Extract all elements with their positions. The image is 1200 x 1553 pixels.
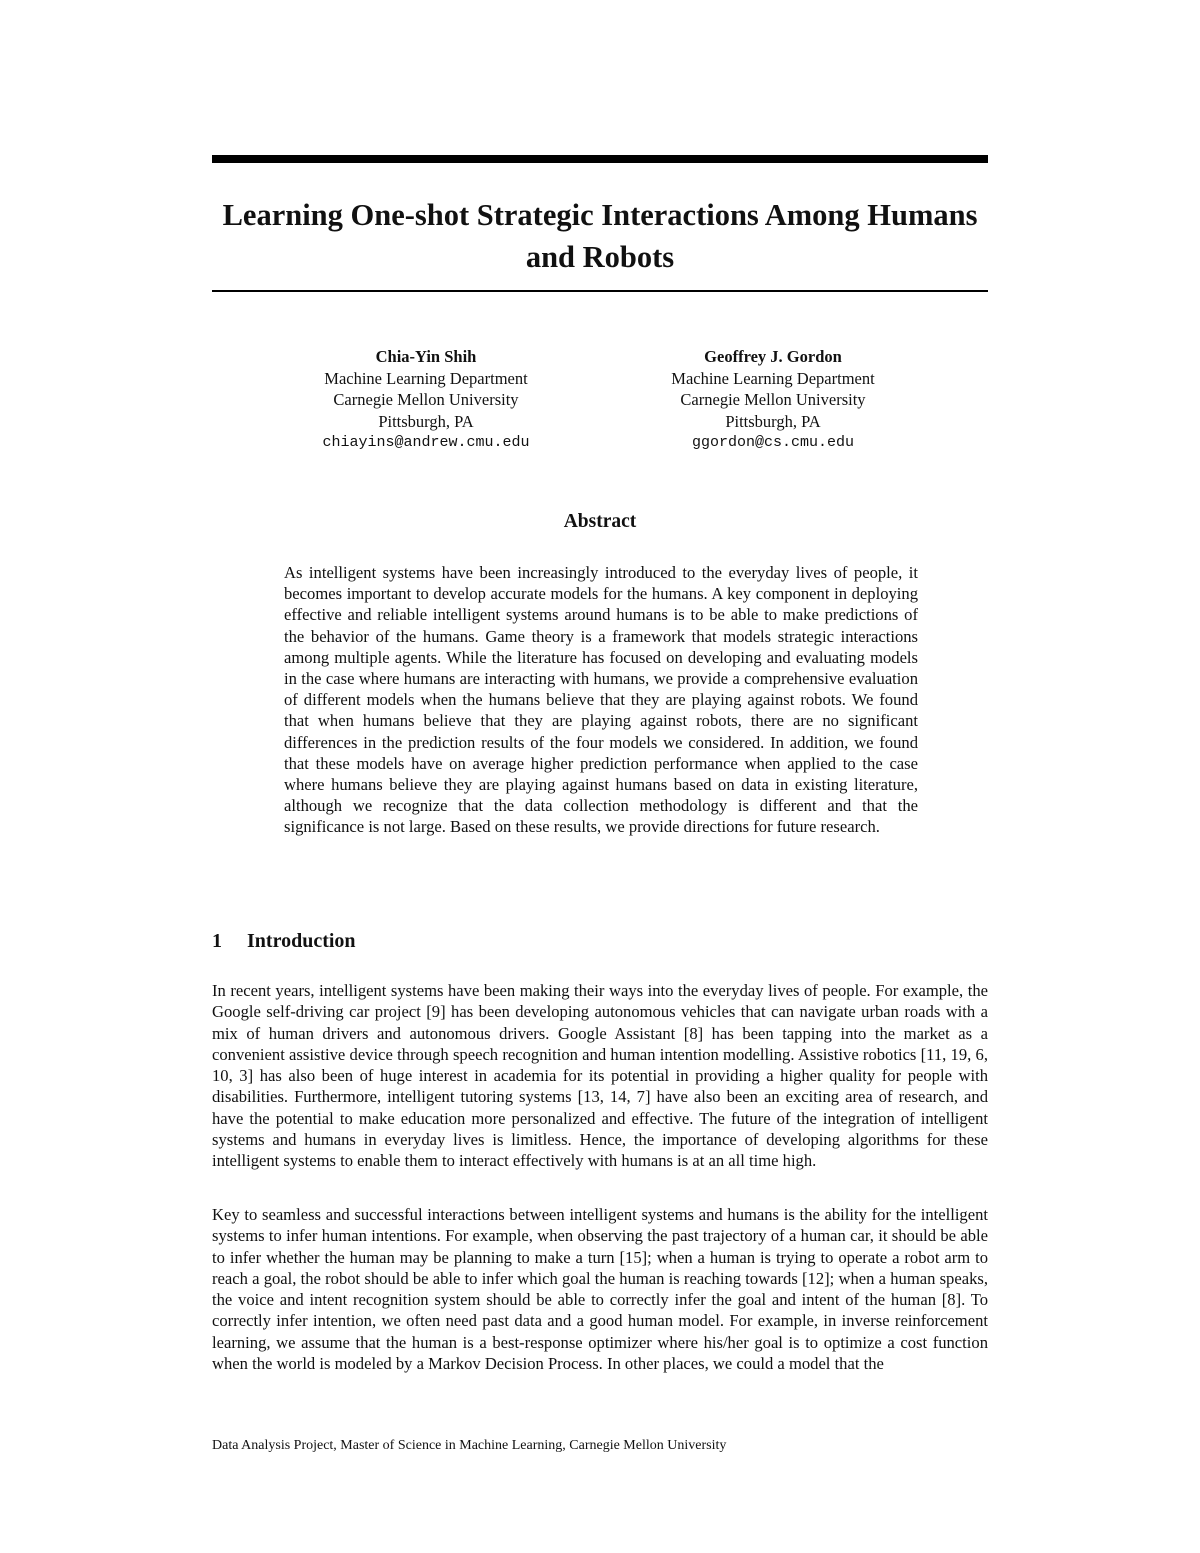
author-block-1 (256, 346, 596, 454)
section-heading (212, 928, 356, 954)
section-title: Introduction (247, 930, 356, 952)
author-department: Machine Learning Department (324, 368, 528, 388)
abstract-heading: Abstract (563, 511, 637, 532)
abstract-text: As intelligent systems have been increasingly introduced to the everyday lives of people, it becomes important to develop accurate models for the humans. A key component in deploying effective and reliable intelligent systems around humans is to be able to make predictions of the behavior of the humans. Game theory is a framework that models strategic interactions among multiple agents. While the literature has focused on developing and evaluating models in the case where humans are interacting with humans, we provide a comprehensive evaluation of different models when the humans believe that they are playing against robots. We found that when humans believe that they are playing against robots, there are no significant differences in the prediction results of the four models we considered. In addition, we found that these models have on average higher prediction performance when applied to the case where humans believe they are playing against humans based on data in existing literature, although we recognize that the data collection methodology is different and that the significance is not large. Based on these results, we provide directions for future research. (284, 563, 918, 837)
section-number: 1 (212, 930, 222, 952)
author-location: Pittsburgh, PA (725, 411, 821, 431)
intro-paragraph-2: Key to seamless and successful interactions between intelligent systems and humans is the ability for the intelligent systems to infer human intentions. For example, when observing the past trajectory of a human car, it should be able to infer whether the human may be planning to make a turn [15]; when a human is trying to operate a robot arm to reach a goal, the robot should be able to infer which goal the human is reaching towards [12]; when a human speaks, the voice and intent recognition system should be able to correctly infer the goal and intent of the human [8]. To correctly infer intention, we often need past data and a good human model. For example, in inverse reinforcement learning, we assume that the human is a best-response optimizer where his/her goal is to optimize a cost function when the world is modeled by a Markov Decision Process. In other places, we could a model that the (212, 1205, 988, 1374)
author-name: Chia-Yin Shih (375, 347, 477, 366)
author-email: chiayins@andrew.cmu.edu (322, 434, 530, 451)
footnote: Data Analysis Project, Master of Science in Machine Learning, Carnegie Mellon University (212, 1438, 727, 1453)
intro-paragraph-1: In recent years, intelligent systems have been making their ways into the everyday lives of people. For example, the Google self-driving car project [9] has been developing autonomous vehicles that can navigate urban roads with a mix of human drivers and autonomous drivers. Google Assistant [8] has been tapping into the market as a convenient assistive device through speech recognition and human intention modelling. Assistive robotics [11, 19, 6, 10, 3] has also been of huge interest in academia for its potential in providing a higher quality for people with disabilities. Furthermore, intelligent tutoring systems [13, 14, 7] have also been an exciting area of research, and have the potential to make education more personalized and effective. The future of the integration of intelligent systems and humans in everyday lives is limitless. Hence, the importance of developing algorithms for these intelligent systems to enable them to interact effectively with humans is at an all time high. (212, 981, 988, 1171)
author-location: Pittsburgh, PA (378, 411, 474, 431)
author-name: Geoffrey J. Gordon (704, 347, 842, 366)
title-bottom-rule (212, 290, 988, 292)
author-email: ggordon@cs.cmu.edu (691, 434, 855, 451)
title-top-rule (212, 155, 988, 163)
author-university: Carnegie Mellon University (333, 390, 519, 409)
author-block-2 (603, 346, 943, 454)
author-department: Machine Learning Department (671, 368, 875, 388)
author-university: Carnegie Mellon University (680, 390, 866, 409)
paper-title: Learning One-shot Strategic Interactions Among Humans and Robots (222, 198, 978, 274)
